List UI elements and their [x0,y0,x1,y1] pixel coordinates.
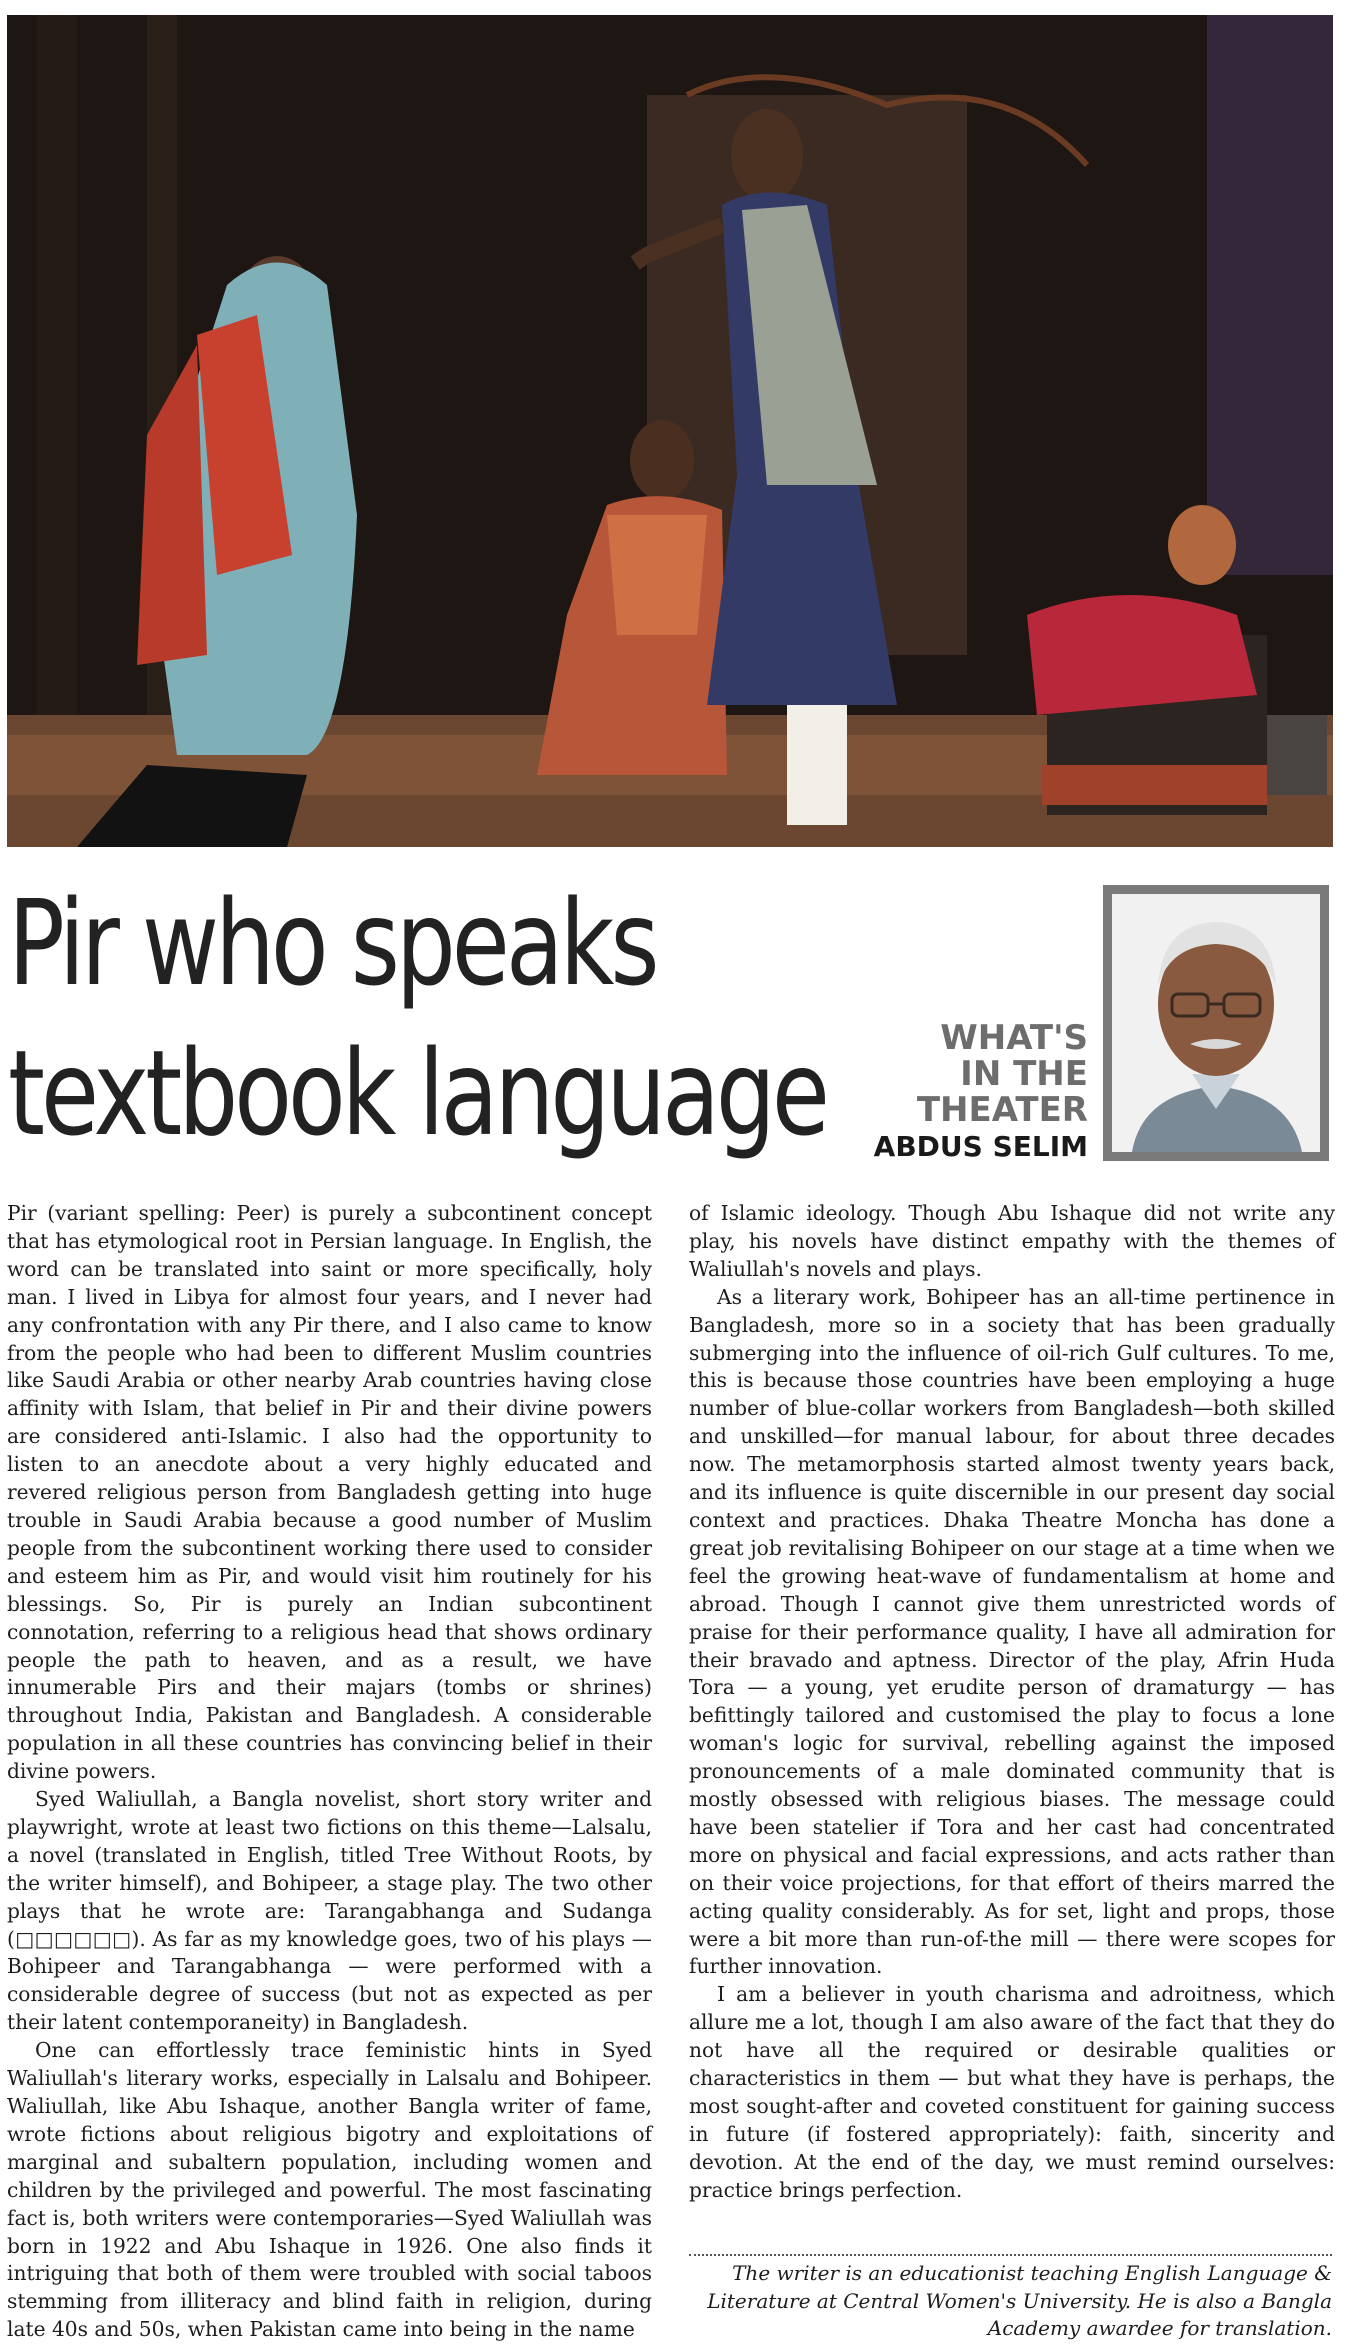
author-portrait [1103,885,1329,1161]
column-kicker-line-2: IN THE [960,1054,1088,1094]
footnote-divider [689,2254,1332,2256]
article-column-right [689,1200,1335,2205]
paragraph-3-continued: of Islamic ideology. Though Abu Ishaque did not write any play, his novels have distinct empathy with the themes of Waliullah's novels and plays. [689,1201,1335,1281]
article-headline [8,868,826,1168]
paragraph-2: Syed Waliullah, a Bangla novelist, short story writer and playwright, wrote at least two fictions on this theme—Lalsalu, a novel (translated in English, titled Tree Without Roots, by the writer himself), and Bohipeer, a stage play. The two other plays that he wrote are: Tarangabhanga and Sudanga (□□□□□□). As far as my knowledge goes, two of his plays — Bohipeer and Tarangabhanga — were performed with a considerable degree of success (but not as expected as per their latent contemporaneity) in Bangladesh. [7,1787,652,2035]
paragraph-4: As a literary work, Bohipeer has an all-time pertinence in Bangladesh, more so in a society that has been gradually submerging into the influence of oil-rich Gulf cultures. To me, this is because those countries have been employing a huge number of blue-collar workers from Bangladesh—both skilled and unskilled—for manual labour, for about three decades now. The metamorphosis started almost twenty years back, and its influence is quite discernible in our present day social context and practices. Dhaka Theatre Moncha has done a great job revitalising Bohipeer on our stage at a time when we feel the growing heat-wave of fundamentalism at home and abroad. Though I cannot give them unrestricted words of praise for their performance quality, I have all admiration for their bravado and aptness. Director of the play, Afrin Huda Tora — a young, yet erudite person of dramaturgy — has befittingly tailored and customised the play to focus a lone woman's logic for survival, rebelling against the imposed pronouncements of a male dominated community that is mostly obsessed with religious biases. The message could have been statelier if Tora and her cast had concentrated more on physical and facial expressions, and acts rather than on their voice projections, for that effort of theirs marred the acting quality considerably. As for set, light and props, those were a bit more than run-of-the mill — there were scopes for further innovation. [689,1284,1335,1979]
paragraph-5: I am a believer in youth charisma and adroitness, which allure me a lot, though I am also aware of the fact that they do not have all the required or desirable qualities or characteristics in them — but what they have is perhaps, the most sought-after and coveted constituent for gaining success in future (if fostered appropriately): faith, sincerity and devotion. At the end of the day, we must remind ourselves: practice brings perfection. [689,1982,1335,2202]
paragraph-3: One can effortlessly trace feministic hints in Syed Waliullah's literary works, especially in Lalsalu and Bohipeer. Waliullah, like Abu Ishaque, another Bangla writer of fame, wrote fictions about religious bigotry and exploitations of marginal and subaltern population, including women and children by the privileged and powerful. The most fascinating fact is, both writers were contemporaries—Syed Waliullah was born in 1922 and Abu Ishaque in 1926. One also finds it intriguing that both of them were troubled with social taboos stemming from illiteracy and blind faith in religion, during late 40s and 50s, when Pakistan came into being in the name [7,2038,652,2342]
stage-scene [7,15,1333,847]
column-kicker-line-1: WHAT'S [940,1018,1088,1058]
author-footnote: The writer is an educationist teaching English Language & Literature at Central Women's University. He is also a Bangla Academy awardee for translation. [707,2261,1332,2340]
column-kicker-line-3: THEATER [916,1090,1088,1130]
stage-photo [7,15,1333,847]
paragraph-1: Pir (variant spelling: Peer) is purely a subcontinent concept that has etymological root in Persian language. In English, the word can be translated into saint or more specifically, holy man. I lived in Libya for almost four years, and I never had any confrontation with any Pir there, and I also came to know from the people who had been to different Muslim countries like Saudi Arabia or other nearby Arab countries having close affinity with Islam, that belief in Pir and their divine powers are considered anti-Islamic. I also had the opportunity to listen to an anecdote about a very highly educated and revered religious person from Bangladesh getting into huge trouble in Saudi Arabia because a good number of Muslim people from the subcontinent working there used to consider and esteem him as Pir, and would visit him routinely for his blessings. So, Pir is purely an Indian subcontinent connotation, referring to a religious head that shows ordinary people the path to heaven, and as a result, we have innumerable Pirs and their majars (tombs or shrines) throughout India, Pakistan and Bangladesh. A considerable population in all these countries has convincing belief in their divine powers. [7,1201,652,1784]
article-column-left [7,1200,652,2344]
headline-line-1: Pir who speaks [8,874,656,1012]
author-portrait-image [1112,894,1320,1152]
headline-line-2: textbook language [8,1024,826,1162]
column-label [874,1020,1088,1166]
author-byline: ABDUS SELIM [873,1130,1088,1163]
